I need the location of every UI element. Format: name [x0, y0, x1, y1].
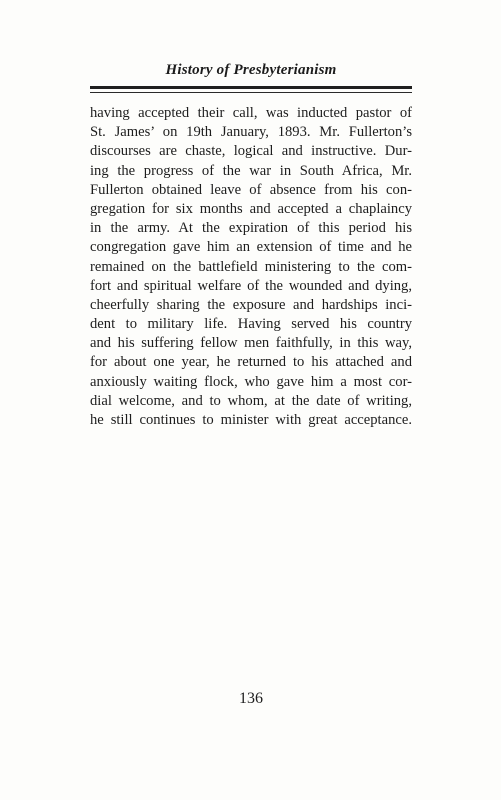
text-line: St. James’ on 19th January, 1893. Mr. Fullerton’s	[90, 124, 412, 141]
text-line: gregation for six months and accepted a chaplaincy	[90, 200, 412, 217]
header-rule-thin	[90, 92, 412, 93]
text-line: remained on the battlefield ministering to the com-	[90, 258, 412, 275]
page-number: 136	[239, 690, 263, 707]
text-line: discourses are chaste, logical and instructive. Dur-	[90, 143, 412, 160]
running-head: History of Presbyterianism	[165, 62, 337, 78]
text-line: in the army. At the expiration of this period his	[90, 220, 412, 237]
text-line: dent to military life. Having served his country	[90, 316, 412, 333]
text-line: he still continues to minister with great acceptance.	[90, 412, 412, 428]
text-line: fort and spiritual welfare of the wounded and dying,	[90, 277, 412, 294]
text-line: for about one year, he returned to his attached and	[90, 354, 412, 371]
text-line: ing the progress of the war in South Africa, Mr.	[90, 162, 412, 179]
text-line: congregation gave him an extension of time and he	[90, 239, 412, 256]
text-line: Fullerton obtained leave of absence from his con-	[90, 181, 412, 198]
text-line: having accepted their call, was inducted pastor of	[90, 105, 412, 121]
text-line: anxiously waiting flock, who gave him a most cor-	[90, 373, 412, 390]
body-paragraph	[90, 104, 412, 430]
text-line: and his suffering fellow men faithfully, in this way,	[90, 335, 412, 352]
text-line: cheerfully sharing the exposure and hardships inci-	[90, 296, 412, 313]
text-line: dial welcome, and to whom, at the date of writing,	[90, 392, 412, 409]
header-rule-thick	[90, 86, 412, 89]
